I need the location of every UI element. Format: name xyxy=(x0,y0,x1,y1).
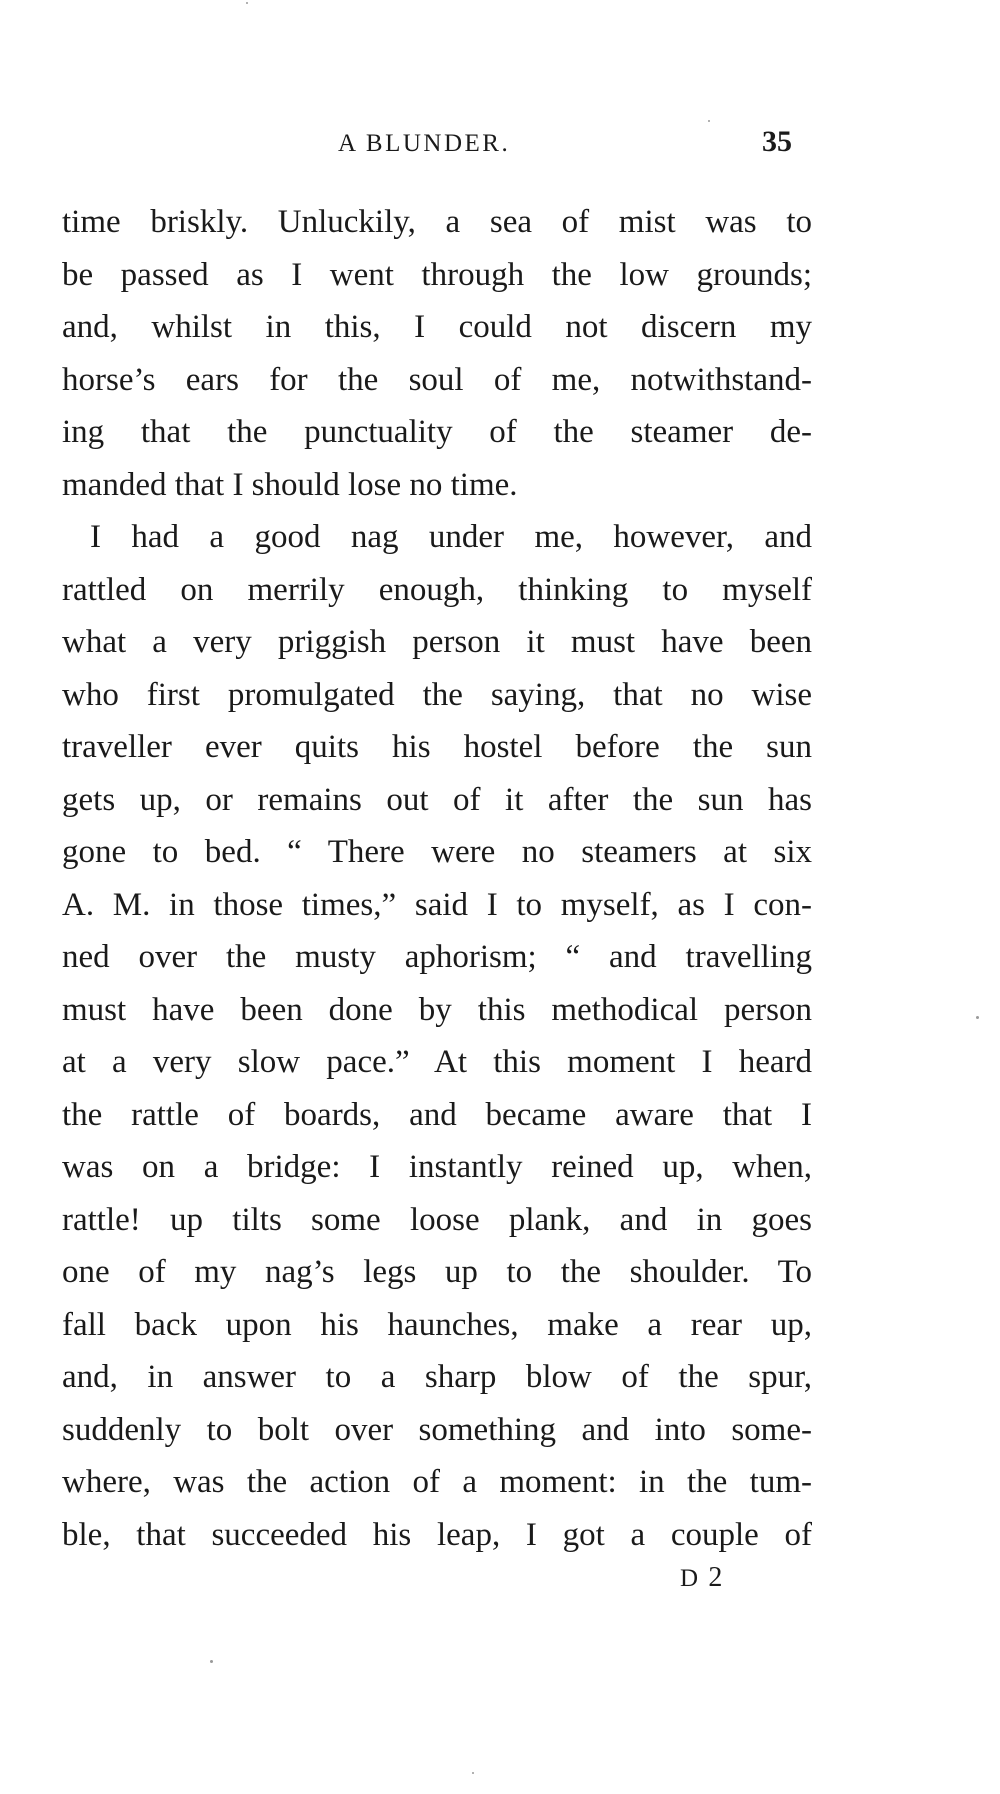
text-line: ble, that succeeded his leap, I got a couple of xyxy=(62,1516,812,1553)
paper-speck xyxy=(210,1660,213,1663)
text-line: time briskly. Unluckily, a sea of mist was to xyxy=(62,204,812,240)
paper-speck xyxy=(246,2,248,4)
text-line: what a very priggish person it must have been xyxy=(62,624,812,660)
text-line: A. M. in those times,” said I to myself, as I con- xyxy=(62,886,812,923)
paper-speck xyxy=(472,1772,474,1774)
text-line: was on a bridge: I instantly reined up, when, xyxy=(62,1149,812,1185)
body-text xyxy=(62,196,812,1561)
text-line: one of my nag’s legs up to the shoulder. To xyxy=(62,1254,812,1290)
page-number: 35 xyxy=(762,125,792,158)
text-line: gone to bed. “ There were no steamers at six xyxy=(62,834,812,870)
text-line: traveller ever quits his hostel before the sun xyxy=(62,729,812,765)
text-line: suddenly to bolt over something and into some- xyxy=(62,1411,812,1448)
text-line: where, was the action of a moment: in the tum- xyxy=(62,1464,812,1500)
signature-mark xyxy=(680,1562,724,1595)
text-line: rattled on merrily enough, thinking to myself xyxy=(62,571,812,608)
text-line: who first promulgated the saying, that no wise xyxy=(62,676,812,713)
signature-number: 2 xyxy=(708,1562,725,1593)
text-line: be passed as I went through the low grounds; xyxy=(62,256,812,293)
text-line: I had a good nag under me, however, and xyxy=(90,519,812,555)
running-title: A BLUNDER. xyxy=(338,130,511,157)
text-line: ing that the punctuality of the steamer de- xyxy=(62,414,812,450)
text-line: rattle! up tilts some loose plank, and in goes xyxy=(62,1201,812,1238)
text-line: and, in answer to a sharp blow of the spur, xyxy=(62,1359,812,1395)
text-line: horse’s ears for the soul of me, notwithstand- xyxy=(62,361,812,398)
text-line: fall back upon his haunches, make a rear up, xyxy=(62,1306,812,1343)
running-head xyxy=(0,125,1000,168)
text-line: ned over the musty aphorism; “ and travelling xyxy=(62,939,812,975)
signature-letter: D xyxy=(680,1565,701,1592)
text-line: the rattle of boards, and became aware that I xyxy=(62,1096,812,1133)
text-line: gets up, or remains out of it after the sun has xyxy=(62,781,812,818)
text-line: must have been done by this methodical person xyxy=(62,991,812,1028)
paper-speck xyxy=(976,1016,979,1019)
text-line: and, whilst in this, I could not discern my xyxy=(62,309,812,345)
text-line: at a very slow pace.” At this moment I heard xyxy=(62,1044,812,1080)
text-line: manded that I should lose no time. xyxy=(62,466,518,503)
paper-speck xyxy=(708,120,710,122)
